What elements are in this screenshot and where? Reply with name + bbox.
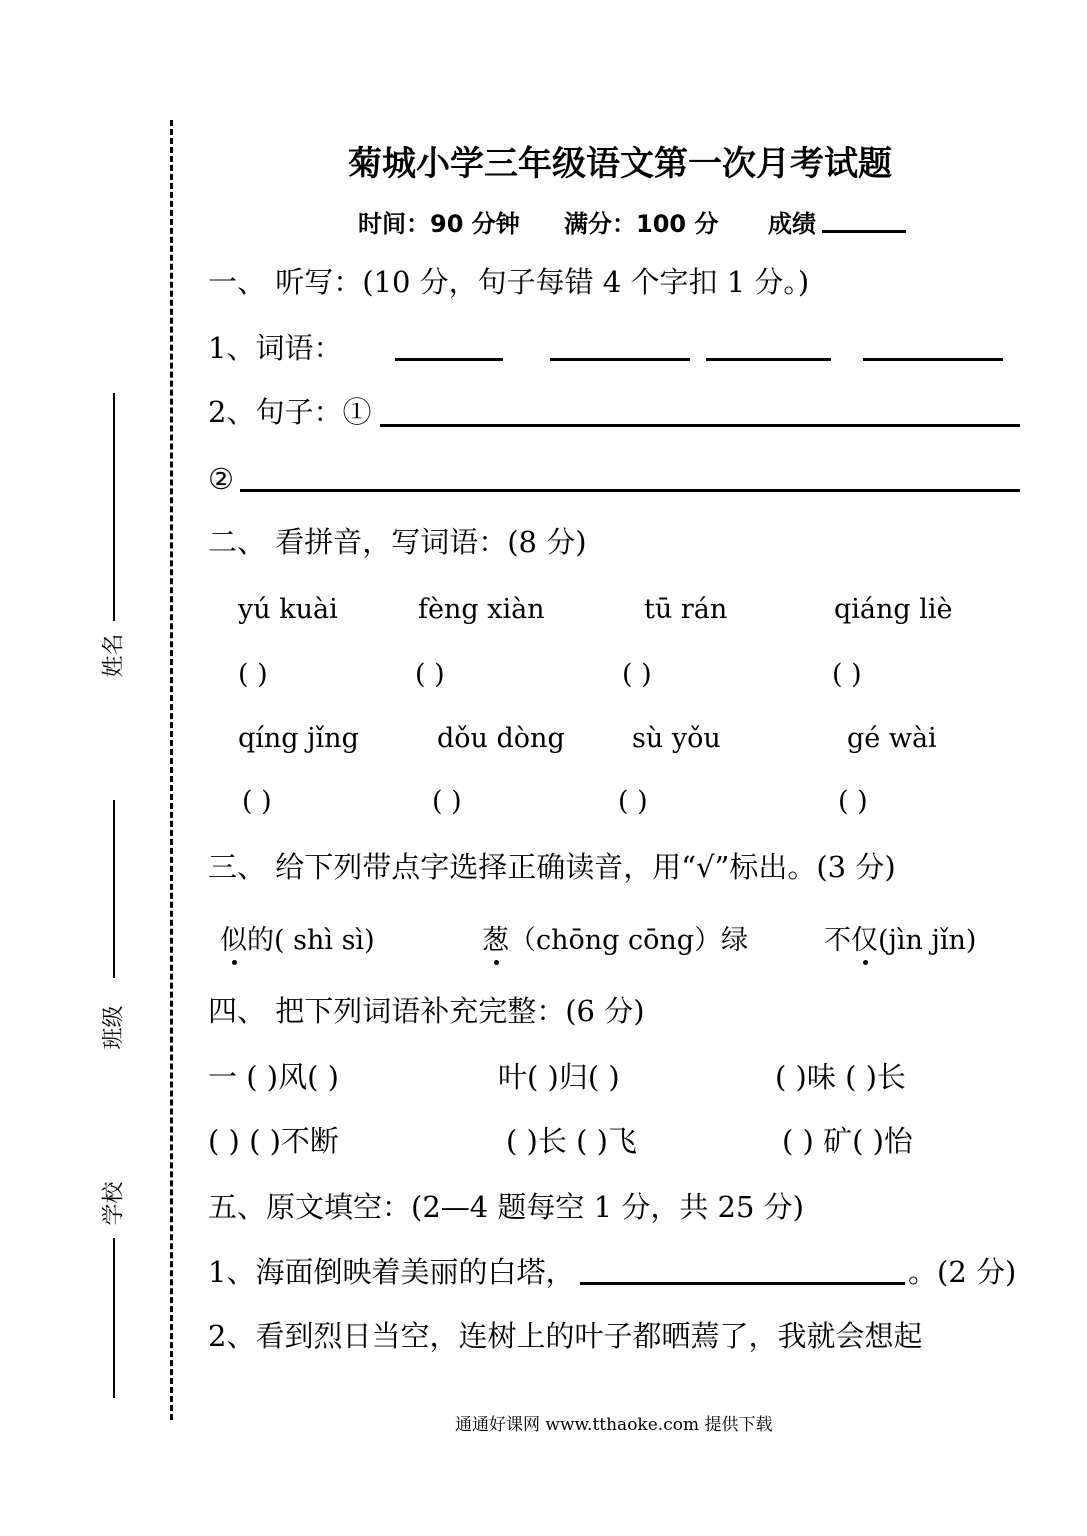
idiom-blank[interactable]: ( )味 ( )长 <box>775 1060 906 1094</box>
answer-parens[interactable]: ( ) <box>242 786 272 817</box>
footer-text: 通通好课网 www.tthaoke.com 提供下载 <box>455 1415 773 1435</box>
answer-parens[interactable]: ( ) <box>415 659 445 690</box>
s1-sentence-blank-1[interactable] <box>380 424 1020 427</box>
section-4-heading: 四、 把下列词语补充完整：(6 分) <box>208 994 645 1028</box>
answer-parens[interactable]: ( ) <box>618 786 648 817</box>
school-line <box>113 1238 115 1398</box>
binding-dashed-line <box>170 120 173 1420</box>
section-2-heading: 二、 看拼音，写词语：(8 分) <box>208 525 587 559</box>
s5-q1-blank[interactable] <box>580 1282 905 1285</box>
s1-q1-label: 1、词语： <box>208 331 343 365</box>
pinyin-item: qíng jǐng <box>238 723 359 754</box>
pinyin-item: gé wài <box>847 723 937 754</box>
s5-q1-score: 。(2 分) <box>908 1255 1017 1289</box>
pinyin-item: tū rán <box>644 594 728 625</box>
class-label: 班级 <box>101 1005 127 1050</box>
score-blank[interactable] <box>822 230 906 233</box>
exam-time: 时间：90 分钟 <box>358 210 520 238</box>
s1-word-blank-2[interactable] <box>550 358 690 361</box>
answer-parens[interactable]: ( ) <box>838 786 868 817</box>
answer-parens[interactable]: ( ) <box>432 786 462 817</box>
class-line <box>113 800 115 978</box>
full-score: 满分：100 分 <box>564 210 719 238</box>
answer-parens[interactable]: ( ) <box>622 659 652 690</box>
pinyin-item: fèng xiàn <box>418 594 545 625</box>
idiom-blank[interactable]: ( ) 矿( )怡 <box>782 1124 913 1158</box>
reading-choice-2[interactable]: 葱（chōng cōng）绿 <box>482 918 748 957</box>
idiom-blank[interactable]: ( ) ( )不断 <box>208 1124 339 1158</box>
score-label: 成绩 <box>768 210 816 238</box>
name-line <box>113 393 115 621</box>
s1-sentence-blank-2[interactable] <box>240 489 1020 492</box>
section-5-heading: 五、原文填空：(2—4 题每空 1 分，共 25 分) <box>208 1190 804 1224</box>
answer-parens[interactable]: ( ) <box>832 659 862 690</box>
reading-choice-1[interactable]: 似的( shì sì) <box>220 918 375 957</box>
s1-word-blank-1[interactable] <box>395 358 503 361</box>
s1-q2-label: 2、句子：① <box>208 395 372 429</box>
dotted-char: 仅 <box>851 918 878 957</box>
answer-parens[interactable]: ( ) <box>238 659 268 690</box>
s5-q1-text: 1、海面倒映着美丽的白塔， <box>208 1255 575 1289</box>
pinyin-item: yú kuài <box>238 594 338 625</box>
idiom-blank[interactable]: ( )长 ( )飞 <box>506 1124 637 1158</box>
reading-choice-3[interactable]: 不仅(jìn jǐn) <box>824 918 976 957</box>
s1-q2b-label: ② <box>208 462 234 496</box>
dotted-char: 似 <box>220 918 247 957</box>
page-title: 菊城小学三年级语文第一次月考试题 <box>348 144 892 184</box>
s1-word-blank-4[interactable] <box>863 358 1003 361</box>
s1-word-blank-3[interactable] <box>706 358 831 361</box>
dotted-char: 葱 <box>482 918 509 957</box>
school-label: 学校 <box>101 1181 127 1226</box>
section-1-heading: 一、 听写：(10 分，句子每错 4 个字扣 1 分。) <box>208 265 810 299</box>
s5-q2-text: 2、看到烈日当空，连树上的叶子都晒蔫了，我就会想起 <box>208 1319 923 1353</box>
pinyin-item: qiáng liè <box>834 594 953 625</box>
name-label: 姓名 <box>101 633 127 678</box>
section-3-heading: 三、 给下列带点字选择正确读音，用“√”标出。(3 分) <box>208 850 896 884</box>
idiom-blank[interactable]: 一 ( )风( ) <box>208 1060 339 1094</box>
pinyin-item: dǒu dòng <box>437 723 565 754</box>
idiom-blank[interactable]: 叶( )归( ) <box>498 1060 620 1094</box>
pinyin-item: sù yǒu <box>632 723 721 754</box>
